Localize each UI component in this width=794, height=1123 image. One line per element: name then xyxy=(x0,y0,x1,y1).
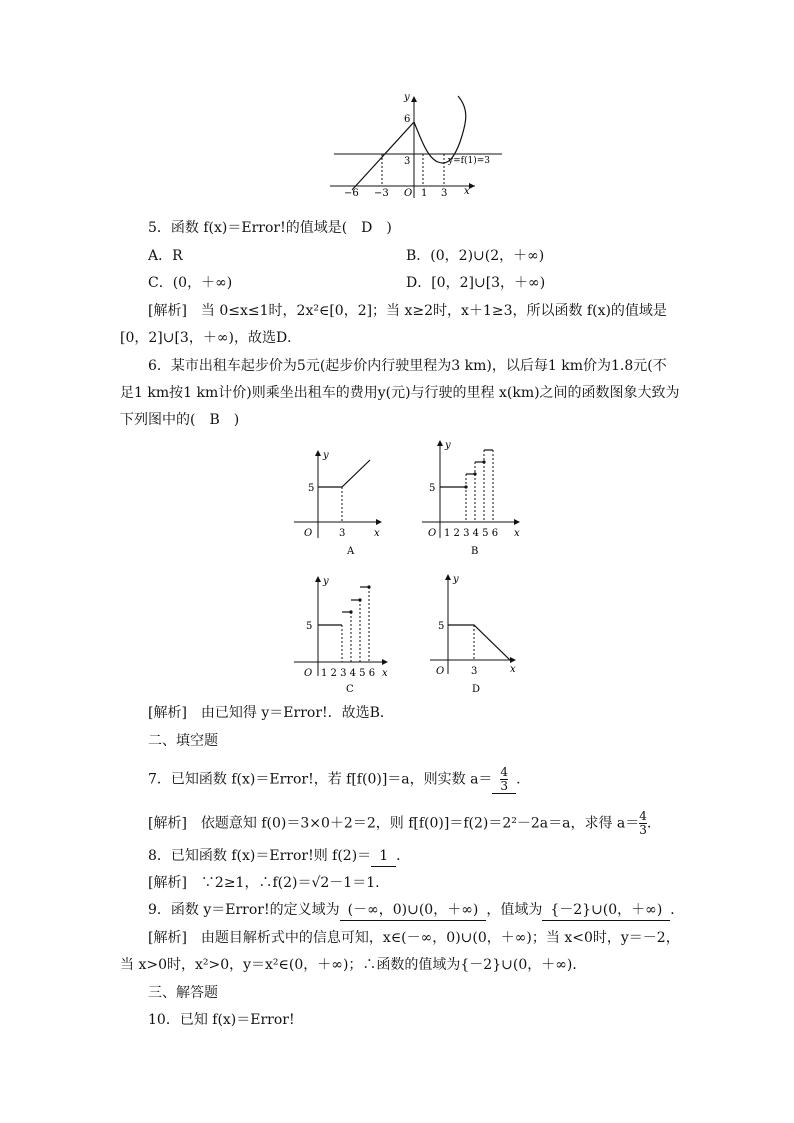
q5-option-a: A．R xyxy=(148,248,183,264)
q7-solution-text: [解析] 依题意知 f(0)＝3×0＋2＝2，则 f[f(0)]＝f(2)＝2²－2a＝a，求得 a＝ xyxy=(148,815,640,832)
origin-label: O xyxy=(404,188,413,199)
q5-solution-line2: [0，2]∪[3，＋∞)，故选D． xyxy=(120,330,302,346)
graph-d-y-label: y xyxy=(453,574,459,585)
graph-b-x-label: x xyxy=(514,528,520,539)
q8-solution: [解析] ∵2≥1，∴f(2)＝√2－1＝1. xyxy=(148,875,380,891)
q6-line1: 6．某市出租车起步价为5元(起步价内行驶里程为3 km)，以后每1 km价为1.8元(不 xyxy=(148,358,667,374)
graph-a-y-label: y xyxy=(323,450,329,461)
q7-answer xyxy=(492,766,516,794)
graph-a-x-label: x xyxy=(374,528,380,539)
graph-d xyxy=(426,570,526,694)
y-tick-6: 6 xyxy=(404,114,411,125)
graph-b-ticks: 1 2 3 4 5 6 xyxy=(444,528,499,539)
q6-line2: 足1 km按1 km计价)则乘坐出租车的费用y(元)与行驶的里程 x(km)之间的函数图象大致为 xyxy=(120,385,680,401)
graph-c-caption: C xyxy=(346,684,354,694)
q5-stem: 5．函数 f(x)＝Error!的值域是( D ) xyxy=(148,220,392,236)
q9-mid-text: ，值域为 xyxy=(486,902,543,918)
graph-a-three: 3 xyxy=(339,528,346,539)
graph-c-ticks: 1 2 3 4 5 6 xyxy=(321,668,376,679)
graph-b-origin: O xyxy=(428,528,437,539)
q7-stem: 7．已知函数 f(x)＝Error!，若 f[f(0)]＝a，则实数 a＝ $\frac{4}{3}$ . xyxy=(148,765,521,793)
function-graph xyxy=(330,92,505,200)
q8-stem-text: 8．已知函数 f(x)＝Error!则 f(2)＝ xyxy=(148,848,372,864)
graph-d-five: 5 xyxy=(438,621,445,632)
q9-solution-line1: [解析] 由题目解析式中的信息可知，x∈(－∞，0)∪(0，＋∞)；当 x<0时，y＝－2， xyxy=(148,930,680,946)
graph-b xyxy=(418,436,530,558)
graph-c-y-label: y xyxy=(323,576,329,587)
y-tick-3: 3 xyxy=(404,156,411,167)
q9-stem: 9．函数 y＝Error!的定义域为 (－∞，0)∪(0，＋∞) ，值域为 {－2}∪(0，＋∞) ． xyxy=(148,900,684,921)
graph-c-five: 5 xyxy=(306,621,313,632)
q7-answer-num: 4 xyxy=(500,765,509,779)
x-tick-1: 1 xyxy=(421,188,428,199)
graph-a-origin: O xyxy=(304,528,313,539)
graph-a xyxy=(290,446,390,558)
q7-solution-num: 4 xyxy=(639,809,647,823)
q5-solution-line1: [解析] 当 0≤x≤1时，2x²∈[0，2]；当 x≥2时，x＋1≥3，所以函数 f(x)的值域是 xyxy=(148,303,667,319)
graph-b-y-label: y xyxy=(445,440,451,451)
q6-line3: 下列图中的( B ) xyxy=(120,412,240,428)
x-tick-3: 3 xyxy=(441,188,448,199)
section-fill-in: 二、填空题 xyxy=(148,733,218,749)
graph-a-five: 5 xyxy=(308,483,315,494)
q7-solution-den: 3 xyxy=(639,823,647,837)
q7-stem-text: 7．已知函数 f(x)＝Error!，若 f[f(0)]＝a，则实数 a＝ xyxy=(148,771,493,788)
graph-d-origin: O xyxy=(436,666,445,677)
graph-b-caption: B xyxy=(471,546,479,557)
q7-answer-den: 3 xyxy=(500,779,509,793)
x-axis-label: x xyxy=(464,186,470,197)
graph-d-caption: D xyxy=(472,684,481,694)
graph-d-x-label: x xyxy=(510,664,516,675)
q9-domain-answer: (－∞，0)∪(0，＋∞) xyxy=(340,900,487,921)
q7-solution: [解析] 依题意知 f(0)＝3×0＋2＝2，则 f[f(0)]＝f(2)＝2²－2a＝a，求得 a＝ $\frac{4}{3}$ . xyxy=(148,809,652,837)
x-tick-neg6: −6 xyxy=(344,188,359,199)
q9-stem-text: 9．函数 y＝Error!的定义域为 xyxy=(148,902,340,918)
x-tick-neg3: −3 xyxy=(374,188,389,199)
q8-answer: 1 xyxy=(371,846,396,867)
section-answer: 三、解答题 xyxy=(148,985,218,1001)
q5-option-d: D．[0，2]∪[3，＋∞) xyxy=(406,275,546,291)
q10-stem: 10．已知 f(x)＝Error! xyxy=(148,1012,295,1028)
curve-label: y=f(1)=3 xyxy=(448,156,490,166)
q5-option-c: C．(0，＋∞) xyxy=(148,275,233,291)
graph-c-origin: O xyxy=(304,668,313,679)
q9-solution-line2: 当 x>0时，x²>0，y＝x²∈(0，＋∞)；∴函数的值域为{－2}∪(0，＋∞)． xyxy=(120,957,587,973)
graph-b-five: 5 xyxy=(429,483,436,494)
graph-d-three: 3 xyxy=(471,666,478,677)
y-axis-label: y xyxy=(404,92,410,103)
q5-option-b: B．(0，2)∪(2，＋∞) xyxy=(406,248,545,264)
q8-stem: 8．已知函数 f(x)＝Error!则 f(2)＝ 1 ． xyxy=(148,846,410,867)
q9-range-answer: {－2}∪(0，＋∞) xyxy=(542,900,670,921)
graph-a-caption: A xyxy=(347,546,355,557)
graph-c-x-label: x xyxy=(382,668,388,679)
graph-c xyxy=(290,572,402,694)
q6-solution: [解析] 由已知得 y＝Error!．故选B． xyxy=(148,705,394,721)
